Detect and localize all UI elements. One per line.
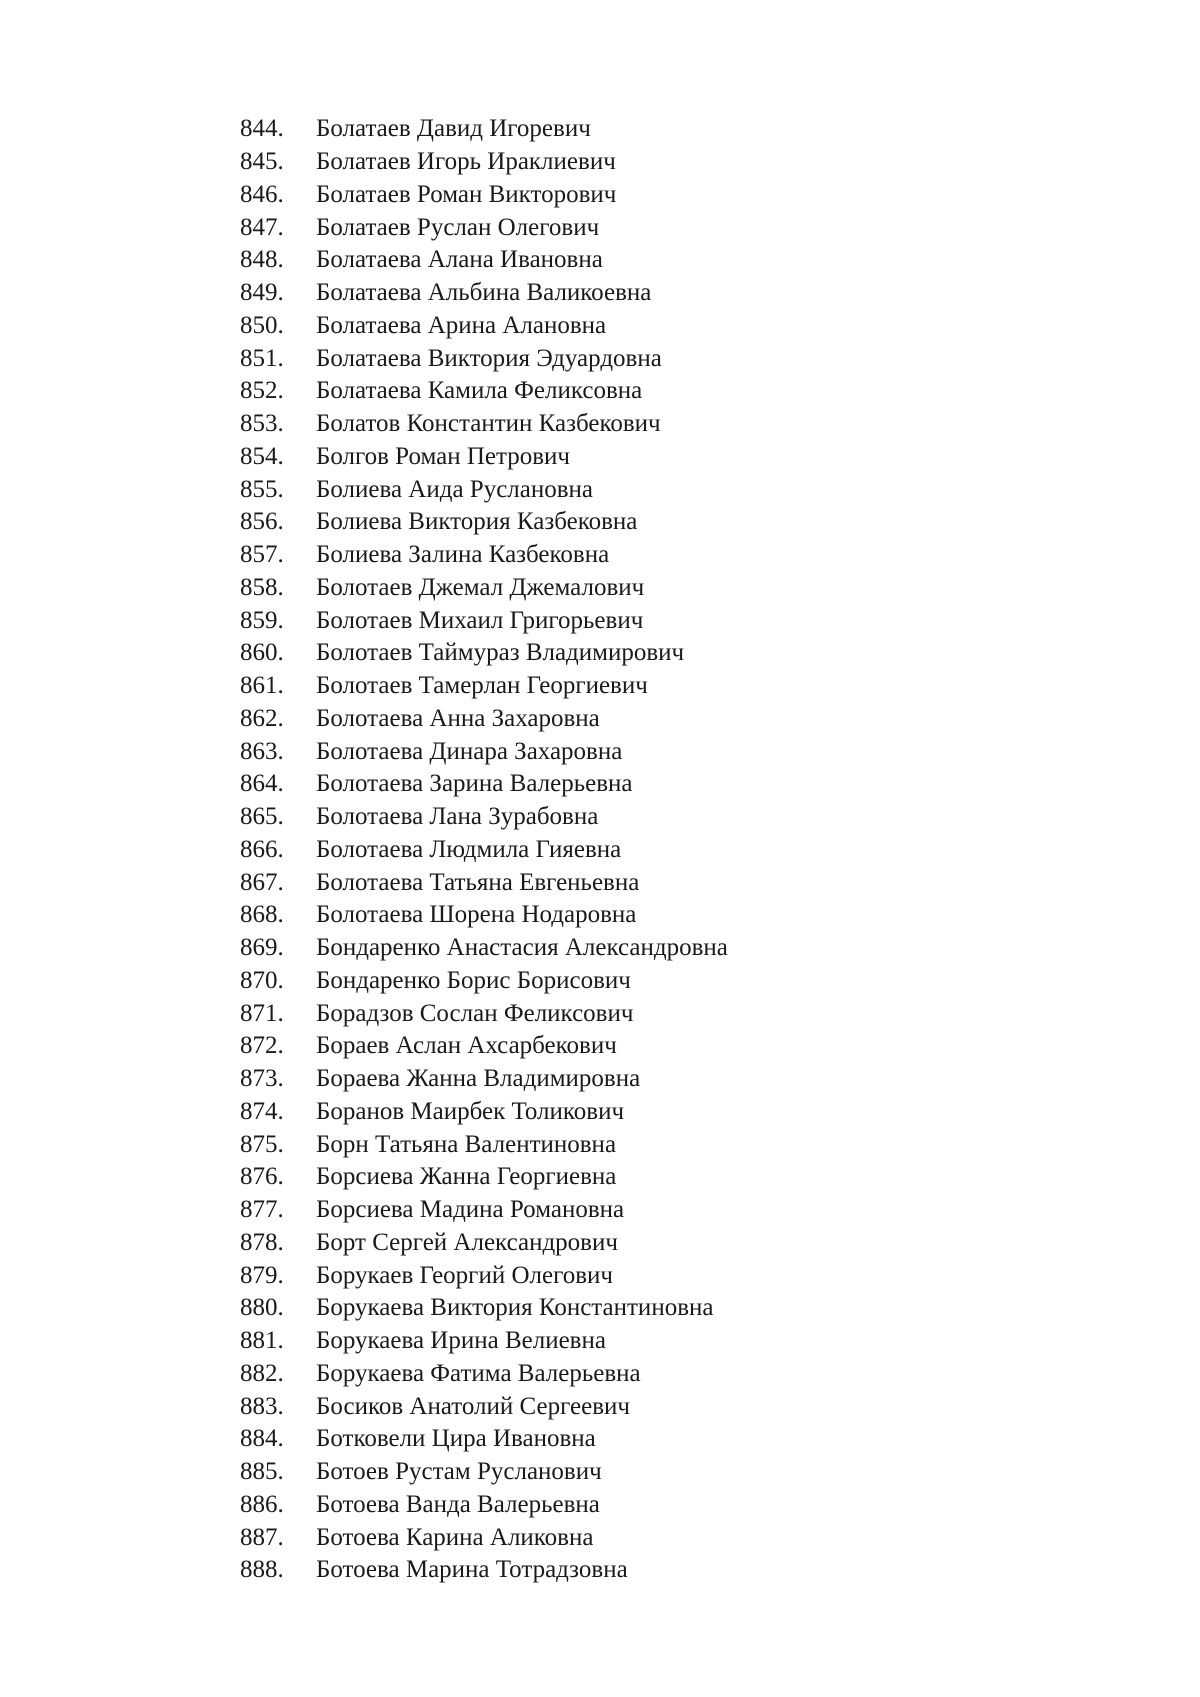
list-item-name: Борсиева Жанна Георгиевна: [316, 1163, 617, 1191]
list-item-name: Борукаева Ирина Велиевна: [316, 1327, 606, 1355]
list-item: [240, 866, 728, 899]
list-item: [240, 637, 728, 670]
list-item-name: Борукаев Георгий Олегович: [316, 1261, 613, 1289]
list-item: [240, 1161, 728, 1194]
list-item-number: 883.: [240, 1392, 284, 1420]
list-item-name: Болиева Виктория Казбековна: [316, 508, 638, 536]
list-item-number: 844.: [240, 115, 284, 143]
list-item: [240, 1227, 728, 1260]
list-item-name: Болатаева Арина Алановна: [316, 311, 607, 339]
list-item-number: 848.: [240, 246, 284, 274]
list-item: [240, 1554, 728, 1587]
list-item-number: 851.: [240, 344, 284, 372]
list-item-number: 846.: [240, 180, 284, 208]
list-item-name: Болотаев Джемал Джемалович: [316, 573, 645, 601]
list-item-name: Ботоева Ванда Валерьевна: [316, 1490, 600, 1518]
list-item-number: 867.: [240, 868, 284, 896]
list-item-number: 869.: [240, 934, 284, 962]
list-item-name: Болотаева Анна Захаровна: [316, 704, 600, 732]
list-item-number: 861.: [240, 672, 284, 700]
list-item: [240, 179, 728, 212]
list-item-number: 879.: [240, 1261, 284, 1289]
list-item: [240, 310, 728, 343]
list-item-number: 852.: [240, 377, 284, 405]
list-item-name: Болотаева Татьяна Евгеньевна: [316, 868, 640, 896]
list-item: [240, 375, 728, 408]
list-item-number: 873.: [240, 1065, 284, 1093]
list-item: [240, 473, 728, 506]
list-item-name: Боранов Маирбек Толикович: [316, 1097, 625, 1125]
list-item: [240, 1128, 728, 1161]
list-item: [240, 1423, 728, 1456]
list-item-number: 871.: [240, 999, 284, 1027]
list-item-name: Борн Татьяна Валентиновна: [316, 1130, 617, 1158]
list-item-number: 882.: [240, 1359, 284, 1387]
list-item-name: Ботоев Рустам Русланович: [316, 1458, 602, 1486]
list-item-name: Болатов Константин Казбекович: [316, 410, 661, 438]
list-item-name: Болиева Аида Руслановна: [316, 475, 594, 503]
list-item-number: 859.: [240, 606, 284, 634]
list-item-number: 853.: [240, 410, 284, 438]
list-item-name: Болотаева Динара Захаровна: [316, 737, 623, 765]
list-item-name: Борсиева Мадина Романовна: [316, 1196, 625, 1224]
list-item-name: Болатаев Роман Викторович: [316, 180, 617, 208]
list-item-number: 870.: [240, 966, 284, 994]
list-item-name: Болиева Залина Казбековна: [316, 541, 610, 569]
list-item-number: 862.: [240, 704, 284, 732]
list-item: [240, 1063, 728, 1096]
list-item-number: 877.: [240, 1196, 284, 1224]
list-item: [240, 965, 728, 998]
list-item-number: 850.: [240, 311, 284, 339]
list-item-number: 876.: [240, 1163, 284, 1191]
list-item: [240, 441, 728, 474]
list-item-number: 855.: [240, 475, 284, 503]
list-item-number: 886.: [240, 1490, 284, 1518]
list-item: [240, 277, 728, 310]
list-item: [240, 1259, 728, 1292]
list-item-number: 872.: [240, 1032, 284, 1060]
list-item-name: Борукаева Виктория Константиновна: [316, 1294, 714, 1322]
list-item-name: Болатаев Давид Игоревич: [316, 115, 591, 143]
list-item-number: 845.: [240, 148, 284, 176]
name-list: [240, 113, 728, 1587]
list-item-number: 866.: [240, 835, 284, 863]
list-item-number: 854.: [240, 442, 284, 470]
list-item-name: Бораева Жанна Владимировна: [316, 1065, 641, 1093]
list-item-name: Болотаева Людмила Гияевна: [316, 835, 622, 863]
list-item-name: Болгов Роман Петрович: [316, 442, 571, 470]
list-item: [240, 572, 728, 605]
list-item: [240, 342, 728, 375]
list-item: [240, 801, 728, 834]
list-item-number: 884.: [240, 1425, 284, 1453]
list-item: [240, 113, 728, 146]
list-item-number: 887.: [240, 1523, 284, 1551]
list-item-number: 874.: [240, 1097, 284, 1125]
list-item: [240, 834, 728, 867]
list-item-name: Болатаев Игорь Ираклиевич: [316, 148, 616, 176]
list-item: [240, 539, 728, 572]
list-item-name: Болотаев Михаил Григорьевич: [316, 606, 644, 634]
list-item: [240, 146, 728, 179]
list-item-number: 881.: [240, 1327, 284, 1355]
list-item: [240, 1096, 728, 1129]
list-item: [240, 506, 728, 539]
list-item-number: 888.: [240, 1556, 284, 1584]
list-item-number: 864.: [240, 770, 284, 798]
list-item: [240, 997, 728, 1030]
list-item-name: Болатаев Руслан Олегович: [316, 213, 600, 241]
list-item-name: Ботоева Карина Аликовна: [316, 1523, 594, 1551]
list-item-name: Болотаев Таймураз Владимирович: [316, 639, 685, 667]
list-item: [240, 899, 728, 932]
list-item-name: Бораев Аслан Ахсарбекович: [316, 1032, 617, 1060]
list-item: [240, 703, 728, 736]
list-item: [240, 1030, 728, 1063]
list-item-number: 856.: [240, 508, 284, 536]
list-item: [240, 1456, 728, 1489]
list-item: [240, 670, 728, 703]
list-item-number: 878.: [240, 1228, 284, 1256]
list-item-name: Босиков Анатолий Сергеевич: [316, 1392, 630, 1420]
list-item-number: 863.: [240, 737, 284, 765]
list-item-number: 875.: [240, 1130, 284, 1158]
list-item-name: Борт Сергей Александрович: [316, 1228, 618, 1256]
list-item-name: Болотаев Тамерлан Георгиевич: [316, 672, 648, 700]
list-item: [240, 1390, 728, 1423]
list-item: [240, 932, 728, 965]
list-item-name: Болотаева Зарина Валерьевна: [316, 770, 633, 798]
list-item-number: 857.: [240, 541, 284, 569]
list-item-number: 847.: [240, 213, 284, 241]
list-item-name: Бондаренко Борис Борисович: [316, 966, 631, 994]
list-item-name: Болатаева Альбина Валикоевна: [316, 279, 652, 307]
list-item-number: 868.: [240, 901, 284, 929]
list-item: [240, 1489, 728, 1522]
list-item: [240, 768, 728, 801]
list-item-name: Борукаева Фатима Валерьевна: [316, 1359, 641, 1387]
list-item: [240, 735, 728, 768]
list-item: [240, 604, 728, 637]
list-item: [240, 1358, 728, 1391]
list-item: [240, 244, 728, 277]
list-item-name: Болатаева Алана Ивановна: [316, 246, 603, 274]
list-item: [240, 408, 728, 441]
list-item: [240, 1194, 728, 1227]
list-item-number: 858.: [240, 573, 284, 601]
list-item-number: 880.: [240, 1294, 284, 1322]
list-item-number: 885.: [240, 1458, 284, 1486]
list-item-number: 860.: [240, 639, 284, 667]
list-item-name: Ботковели Цира Ивановна: [316, 1425, 596, 1453]
list-item-number: 849.: [240, 279, 284, 307]
list-item-number: 865.: [240, 803, 284, 831]
list-item-name: Ботоева Марина Тотрадзовна: [316, 1556, 628, 1584]
list-item-name: Болатаева Камила Феликсовна: [316, 377, 643, 405]
list-item-name: Болатаева Виктория Эдуардовна: [316, 344, 662, 372]
list-item-name: Борадзов Сослан Феликсович: [316, 999, 634, 1027]
list-item: [240, 1292, 728, 1325]
list-item: [240, 211, 728, 244]
list-item-name: Болотаева Лана Зурабовна: [316, 803, 599, 831]
list-item-name: Бондаренко Анастасия Александровна: [316, 934, 728, 962]
list-item-name: Болотаева Шорена Нодаровна: [316, 901, 637, 929]
list-item: [240, 1325, 728, 1358]
list-item: [240, 1521, 728, 1554]
